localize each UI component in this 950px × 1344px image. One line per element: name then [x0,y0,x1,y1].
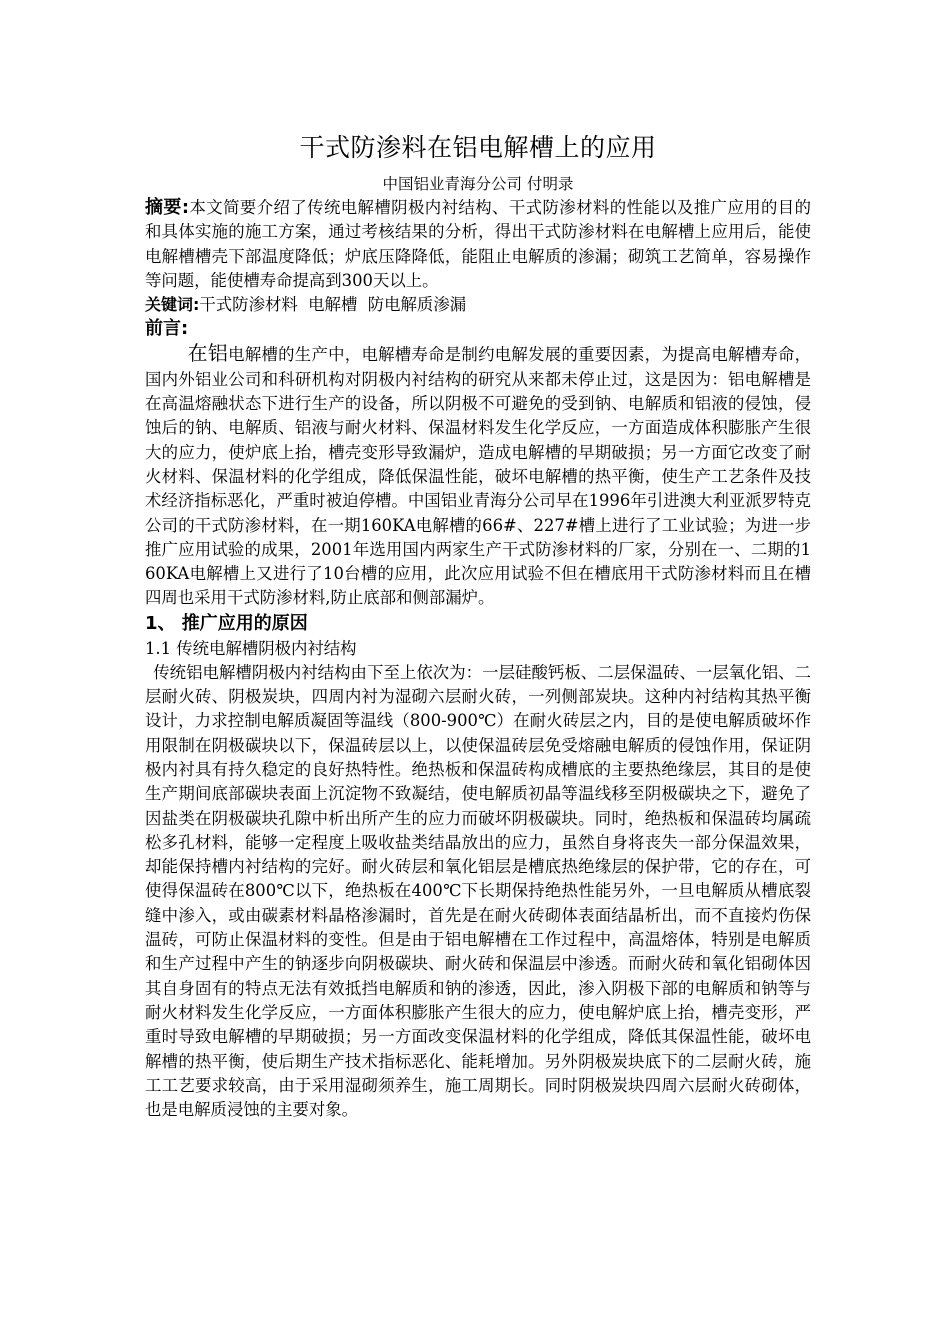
subsection-1-1-heading: 1.1 传统电解槽阴极内衬结构 [145,638,357,658]
preface-heading: 前言: [145,318,189,340]
abstract-paragraph [145,196,811,293]
keywords-label: 关键词: [145,295,200,315]
abstract-label: 摘要: [145,197,190,218]
section-1-heading: 1、 推广应用的原因 [145,612,308,634]
abstract-text: 本文简要介绍了传统电解槽阴极内衬结构、干式防渗材料的性能以及推广应用的目的和具体实施的施工方案，通过考核结果的分析，得出干式防渗材料在电解槽上应用后，能使电解槽槽壳下部温度降低；炉底压降降低，能阻止电解质的渗漏；砌筑工艺简单，容易操作等问题，能使槽寿命提高到300天以上。 [145,198,812,290]
subsection-1-1-paragraph: 传统铝电解槽阴极内衬结构由下至上依次为：一层硅酸钙板、二层保温砖、一层氧化铝、二层耐火砖、阴极炭块，四周内衬为湿砌六层耐火砖，一列侧部炭块。这种内衬结构其热平衡设计，力求控制电解质凝固等温线（800-900℃）在耐火砖层之内，目的是使电解质破坏作用限制在阴极碳块以下，保温砖层以上，以使保温砖层免受熔融电解质的侵蚀作用，保证阴极内衬具有持久稳定的良好热特性。绝热板和保温砖构成槽底的主要热绝缘层，其目的是使生产期间底部碳块表面上沉淀物不致凝结，使电解质初晶等温线移至阴极碳块之下，避免了因盐类在阴极碳块孔隙中析出所产生的应力而破坏阴极碳块。同时，绝热板和保温砖均属疏松多孔材料，能够一定程度上吸收盐类结晶放出的应力，虽然自身将丧失一部分保温效果，却能保持槽内衬结构的完好。耐火砖层和氧化铝层是槽底热绝缘层的保护带，它的存在，可使得保温砖在800℃以下，绝热板在400℃下长期保持绝热性能另外，一旦电解质从槽底裂缝中渗入，或由碳素材料晶格渗漏时，首先是在耐火砖砌体表面结晶析出，而不直接灼伤保温砖，可防止保温材料的变性。但是由于铝电解槽在工作过程中，高温熔体，特别是电解质和生产过程中产生的钠逐步向阴极碳块、耐火砖和保温层中渗透。而耐火砖和氧化铝砌体因其自身固有的特点无法有效抵挡电解质和钠的渗透，因此，渗入阴极下部的电解质和钠等与耐火材料发生化学反应，一方面体积膨胀产生很大的应力，使电解炉底上抬，槽壳变形，严重时导致电解槽的早期破损；另一方面改变保温材料的化学组成，降低其保温性能，破坏电解槽的热平衡，使后期生产技术指标恶化、能耗增加。另外阴极炭块底下的二层耐火砖，施工工艺要求较高，由于采用湿砌须养生，施工周期长。同时阴极炭块四周六层耐火砖砌体，也是电解质浸蚀的主要对象。 [145,662,811,1120]
keywords-paragraph [145,293,811,317]
keywords-text: 干式防渗材料 电解槽 防电解质渗漏 [199,295,467,315]
author-line: 中国铝业青海分公司 付明录 [382,175,574,193]
document-title: 干式防渗料在铝电解槽上的应用 [299,133,657,162]
preface-first-chars: 在铝 [187,341,229,366]
preface-text: 电解槽的生产中，电解槽寿命是制约电解发展的重要因素，为提高电解槽寿命，国内外铝业公司和科研机构对阴极内衬结构的研究从来都未停止过，这是因为：铝电解槽是在高温熔融状态下进行生产的设备，所以阴极不可避免的受到钠、电解质和铝液的侵蚀，侵蚀后的钠、电解质、铝液与耐火材料、保温材料发生化学反应，一方面造成体积膨胀产生很大的应力，使炉底上抬，槽壳变形导致漏炉，造成电解槽的早期破损；另一方面它改变了耐火材料、保温材料的化学组成，降低保温性能，破坏电解槽的热平衡，使生产工艺条件及技术经济指标恶化，严重时被迫停槽。中国铝业青海分公司早在1996年引进澳大利亚派罗特克公司的干式防渗材料，在一期160KA电解槽的66#、227#槽上进行了工业试验；为进一步推广应用试验的成果，2001年选用国内两家生产干式防渗材料的厂家，分别在一、二期的160KA电解槽上又进行了10台槽的应用，此次应用试验不但在槽底用干式防渗材料而且在槽四周也采用干式防渗材料,防止底部和侧部漏炉。 [145,345,812,608]
preface-paragraph [145,341,811,610]
document-page [145,130,811,1122]
